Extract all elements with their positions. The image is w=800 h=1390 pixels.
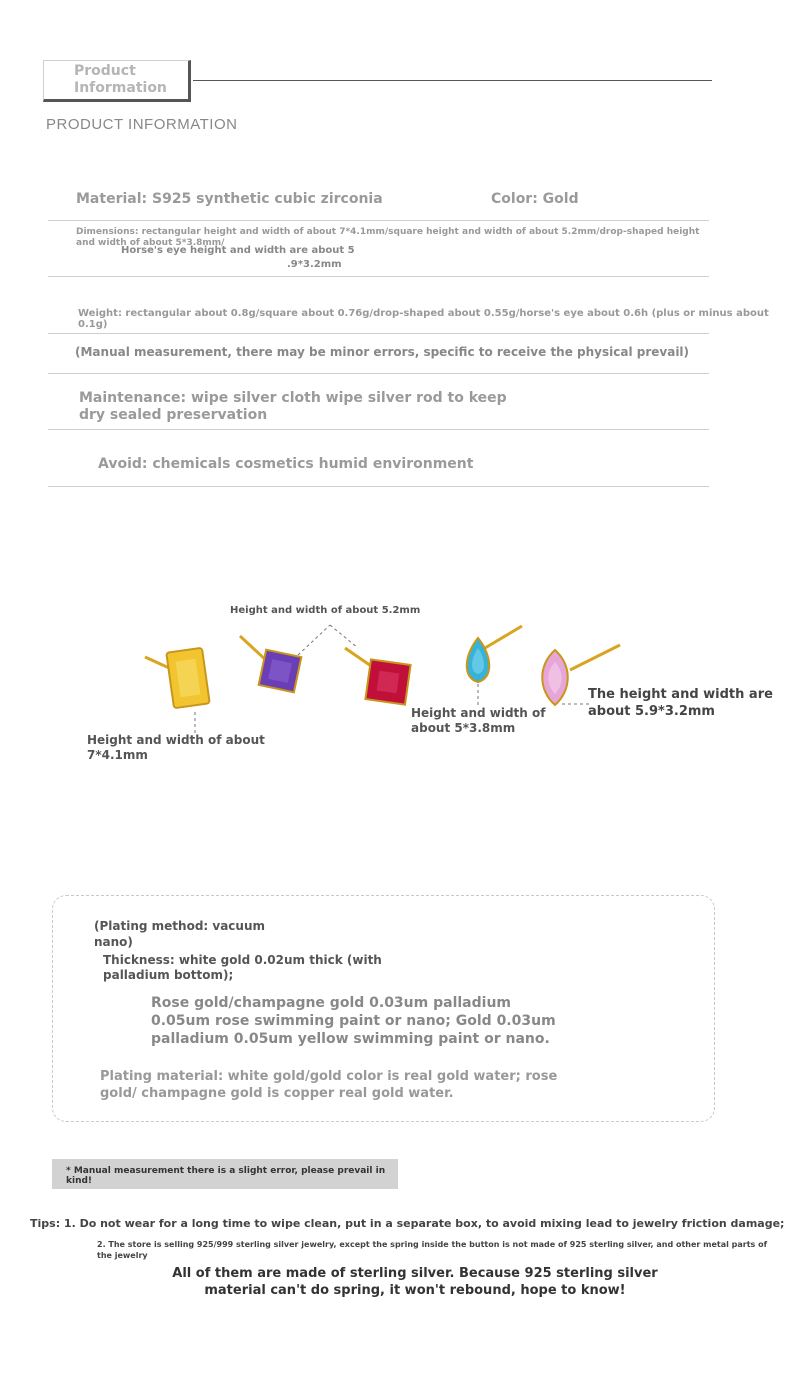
avoid-text: Avoid: chemicals cosmetics humid environment [98, 456, 474, 472]
marquise-size-label: The height and width are about 5.9*3.2mm [588, 687, 773, 719]
divider [48, 333, 709, 334]
header-box-title: Product Information [74, 63, 167, 96]
plating-material-text: Plating material: white gold/gold color is real gold water; rose gold/ champagne gold is copper real gold water. [100, 1069, 558, 1101]
drop-size-label: Height and width of about 5*3.8mm [411, 706, 546, 735]
manual-measurement-text: (Manual measurement, there may be minor errors, specific to receive the physical prevail) [75, 345, 690, 359]
dimensions-horse-eye-text: Horse's eye height and width are about 5 [121, 245, 355, 256]
tip-1-text: Tips: 1. Do not wear for a long time to wipe clean, put in a separate box, to avoid mixing lead to jewelry friction damage; [30, 1217, 785, 1230]
weight-text: Weight: rectangular about 0.8g/square about 0.76g/drop-shaped about 0.55g/horse's eye about 0.6h (plus or minus about 0.1g) [78, 308, 769, 330]
divider [48, 220, 709, 221]
purple-square-earring [240, 636, 301, 692]
blue-drop-earring [467, 626, 522, 706]
plating-thickness-text: Thickness: white gold 0.02um thick (with palladium bottom); [103, 953, 382, 982]
material-text: Material: S925 synthetic cubic zirconia [76, 191, 383, 207]
plating-method-text: (Plating method: vacuum nano) [94, 919, 266, 949]
red-square-earring [345, 648, 411, 705]
maintenance-text: Maintenance: wipe silver cloth wipe silver rod to keep dry sealed preservation [79, 390, 507, 423]
square-size-label: Height and width of about 5.2mm [230, 605, 421, 616]
page-subtitle: PRODUCT INFORMATION [46, 116, 238, 133]
tip-3-text: All of them are made of sterling silver. Because 925 sterling silver material can't do spring, it won't rebound, hope to know! [172, 1266, 658, 1298]
yellow-rectangle-earring [145, 648, 210, 735]
measurement-note-box [52, 1159, 398, 1189]
rectangle-size-label: Height and width of about 7*4.1mm [87, 733, 265, 762]
product-information-header-box [43, 60, 191, 102]
plating-rose-gold-text: Rose gold/champagne gold 0.03um palladium 0.05um rose swimming paint or nano; Gold 0.03um palladium 0.05um yellow swimming paint or nano. [151, 995, 556, 1047]
dimensions-text: Dimensions: rectangular height and width of about 7*4.1mm/square height and width of about 5.2mm/drop-shaped height and width of about 5*3.8mm/ [76, 227, 700, 248]
header-divider [193, 80, 712, 81]
measurement-note-text: * Manual measurement there is a slight error, please prevail in kind! [66, 1166, 386, 1186]
color-text: Color: Gold [491, 191, 579, 207]
tip-2-text: 2. The store is selling 925/999 sterling silver jewelry, except the spring inside the button is not made of 925 sterling silver, and other metal parts of the jewelry [97, 1240, 768, 1260]
dimensions-horse-eye-size: .9*3.2mm [287, 259, 342, 270]
divider [48, 276, 709, 277]
divider [48, 429, 709, 430]
divider [48, 486, 709, 487]
divider [48, 373, 709, 374]
